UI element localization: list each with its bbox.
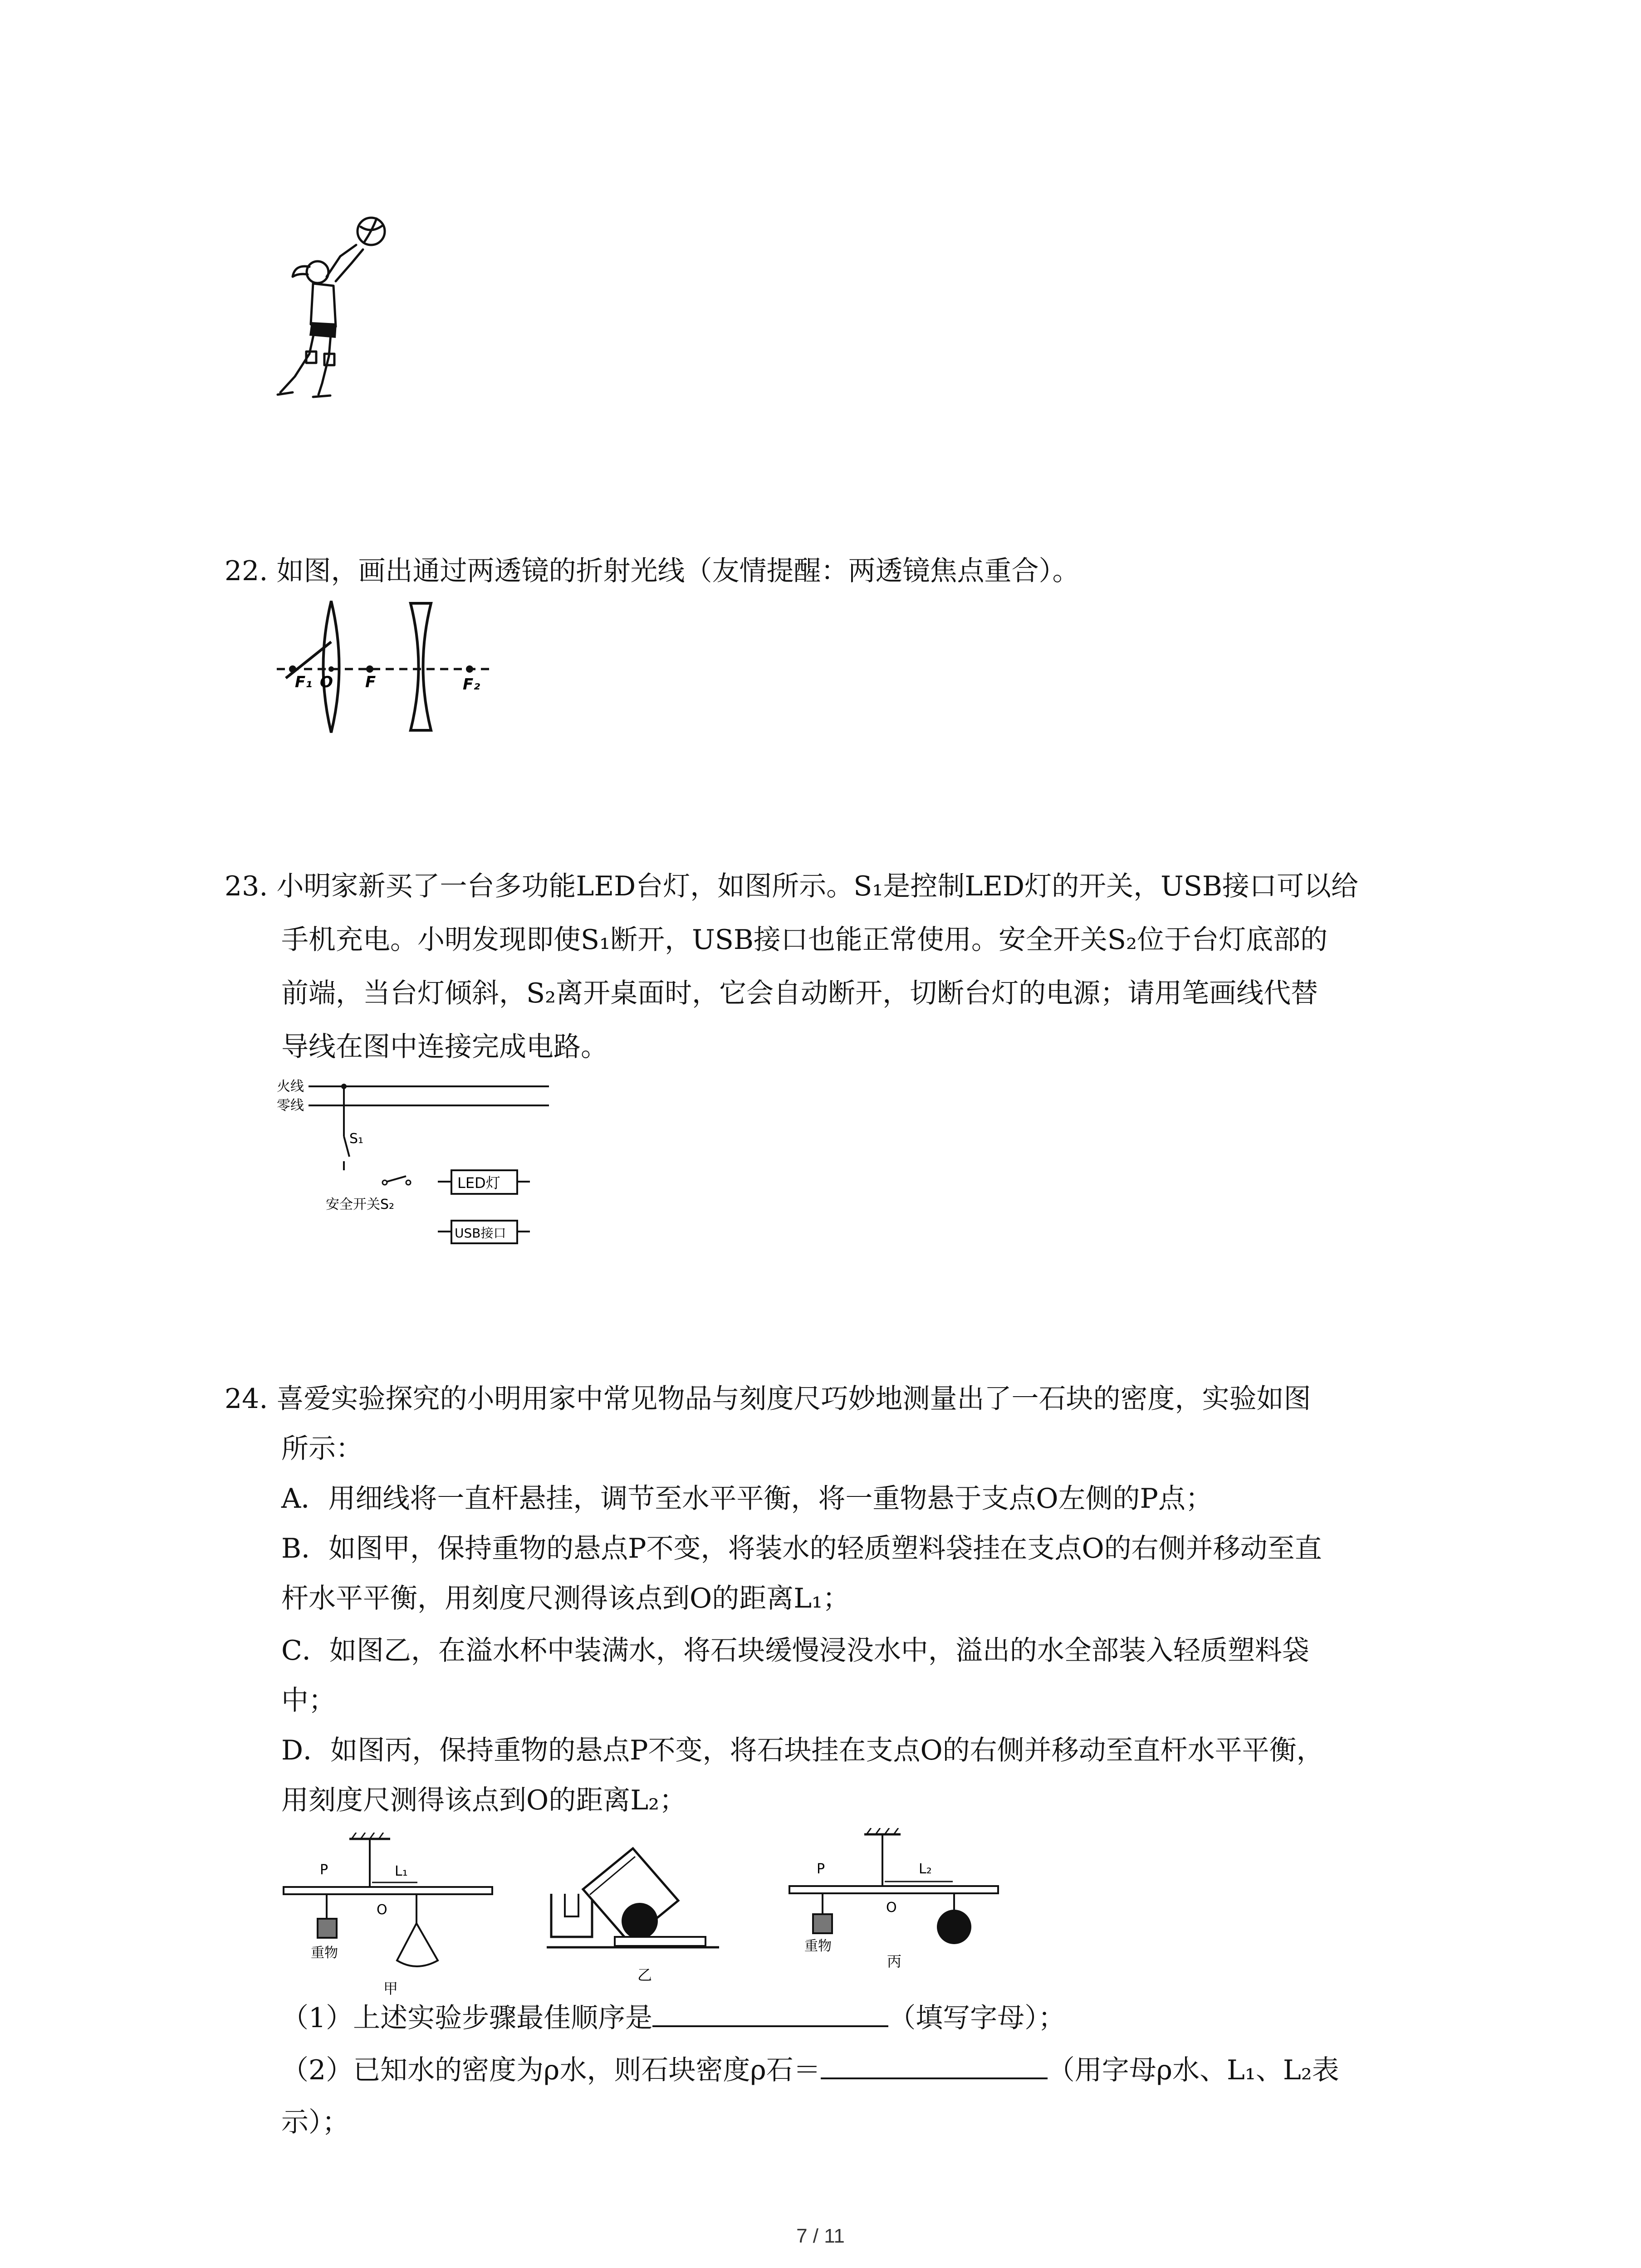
q23-line4: 导线在图中连接完成电路。	[281, 1031, 608, 1063]
label-safety-switch: 安全开关S₂	[326, 1197, 395, 1212]
label-bing: 丙	[887, 1953, 902, 1970]
label-yi: 乙	[637, 1966, 652, 1984]
concave-lens	[411, 603, 431, 730]
label-p2: P	[817, 1861, 825, 1877]
label-l1: L₁	[395, 1863, 408, 1879]
q24-step-c2: 中；	[281, 1685, 336, 1716]
q24-sub1-post: （填写字母）；	[888, 2002, 1066, 2034]
q24-figure-yi	[547, 1844, 737, 1998]
q24-sub1	[281, 1991, 1065, 2045]
q24-step-c1: C．如图乙，在溢水杯中装满水，将石块缓慢浸没水中，溢出的水全部装入轻质塑料袋	[281, 1635, 1309, 1667]
q22-lens-figure	[277, 599, 504, 735]
page-number: 7 / 11	[796, 2225, 845, 2247]
label-weight2: 重物	[804, 1938, 832, 1954]
q24-line2: 所示：	[281, 1433, 363, 1465]
q24-step-d2: 用刻度尺测得该点到O的距离L₂；	[281, 1784, 687, 1816]
q23-line3: 前端，当台灯倾斜，S₂离开桌面时，它会自动断开，切断台灯的电源；请用笔画线代替	[281, 978, 1318, 1009]
q24-sub1-blank[interactable]	[652, 1998, 888, 2027]
q24-sub2-pre: （2）已知水的密度为ρ水，则石块密度ρ石＝	[281, 2054, 821, 2086]
q24-sub2-blank[interactable]	[821, 2050, 1048, 2079]
label-f1: F₁	[295, 673, 313, 691]
q24-sub2-line2: 示）；	[281, 2107, 349, 2138]
label-p: P	[320, 1862, 328, 1878]
q23-line2: 手机充电。小明发现即使S₁断开，USB接口也能正常使用。安全开关S₂位于台灯底部的	[281, 924, 1328, 956]
label-neutral-wire: 零线	[277, 1098, 304, 1114]
q24-sub1-pre: （1）上述实验步骤最佳顺序是	[281, 2002, 653, 2034]
q22-text: 22. 如图，画出通过两透镜的折射光线（友情提醒：两透镜焦点重合）。	[225, 555, 1080, 587]
q23-circuit-figure	[277, 1077, 567, 1259]
label-o: O	[377, 1902, 387, 1918]
label-led: LED灯	[457, 1174, 500, 1192]
volleyball-player-figure	[268, 213, 404, 413]
label-live-wire: 火线	[277, 1079, 304, 1095]
q23-line1: 23. 小明家新买了一台多功能LED台灯，如图所示。S₁是控制LED灯的开关，USB接口可以给	[225, 870, 1358, 902]
q24-step-a: A．用细线将一直杆悬挂，调节至水平平衡，将一重物悬于支点O左侧的P点；	[281, 1483, 1213, 1515]
q24-step-d1: D．如图丙，保持重物的悬点P不变，将石块挂在支点O的右侧并移动至直杆水平平衡，	[281, 1735, 1324, 1766]
s1-switch	[344, 1136, 349, 1157]
q24-step-b2: 杆水平平衡，用刻度尺测得该点到O的距离L₁；	[281, 1583, 850, 1614]
label-jia: 甲	[383, 1980, 398, 1997]
label-f2: F₂	[463, 675, 480, 694]
q24-step-b1: B．如图甲，保持重物的悬点P不变，将装水的轻质塑料袋挂在支点O的右侧并移动至直	[281, 1533, 1322, 1564]
label-weight: 重物	[311, 1945, 338, 1961]
q24-sub2	[281, 2043, 1339, 2097]
q24-figure-bing	[787, 1828, 1005, 1978]
q24-line1: 24. 喜爱实验探究的小明用家中常见物品与刻度尺巧妙地测量出了一石块的密度，实验如图	[225, 1383, 1311, 1415]
label-usb: USB接口	[455, 1226, 506, 1241]
label-s1: S₁	[349, 1131, 364, 1147]
label-l2: L₂	[919, 1861, 932, 1877]
label-f: F	[365, 673, 376, 691]
label-o2: O	[886, 1900, 897, 1916]
q24-sub2-post: （用字母ρ水、L₁、L₂表	[1047, 2054, 1339, 2086]
q24-figure-jia	[281, 1833, 499, 2005]
label-o: O	[320, 673, 333, 691]
